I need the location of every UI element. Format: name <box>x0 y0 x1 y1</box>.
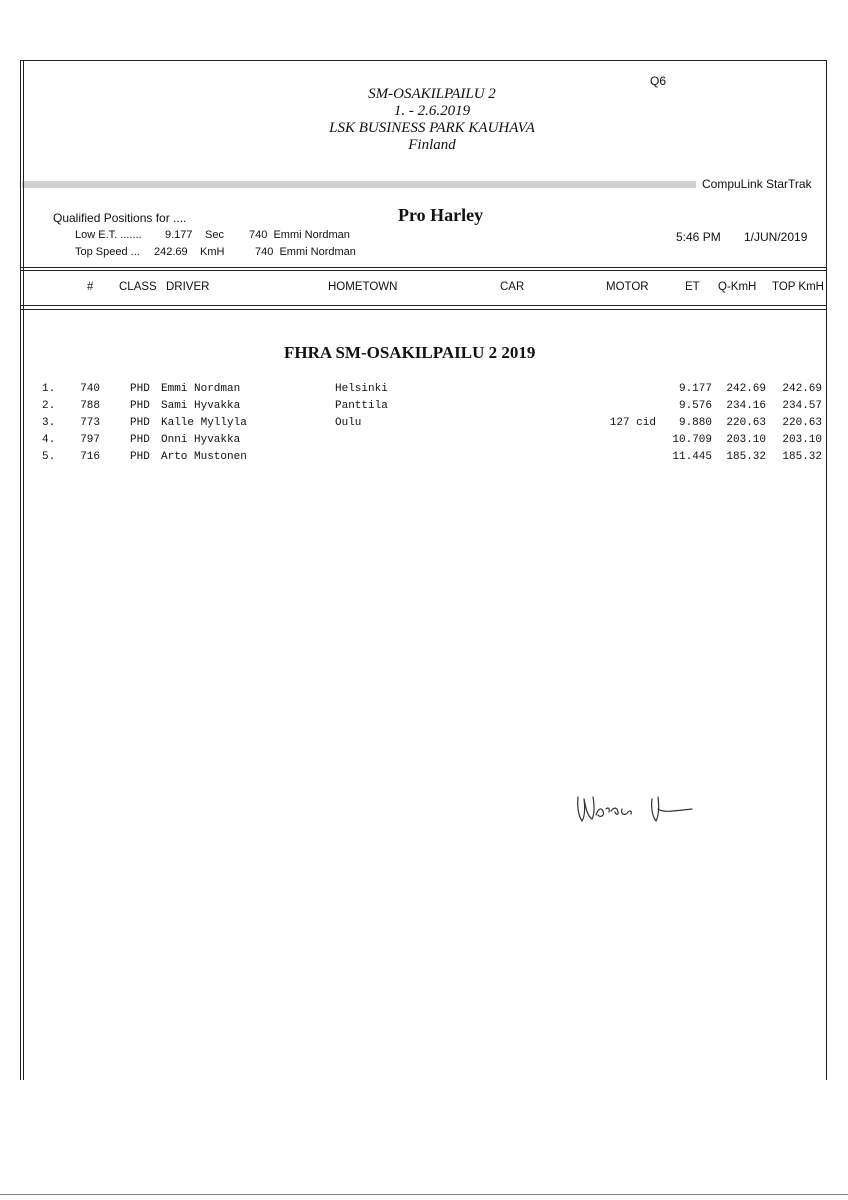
top-border <box>20 60 827 61</box>
row-driver: Emmi Nordman <box>161 383 241 395</box>
table-row <box>0 400 848 416</box>
col-topkmh: TOP KmH <box>772 281 824 293</box>
qualified-label: Qualified Positions for .... <box>53 211 187 225</box>
table-row <box>0 383 848 399</box>
col-qkmh: Q-KmH <box>718 281 757 293</box>
row-topkmh: 185.32 <box>782 451 822 463</box>
report-time: 5:46 PM <box>676 230 721 244</box>
event-dates: 1. - 2.6.2019 <box>393 103 471 119</box>
col-class: CLASS <box>119 281 157 293</box>
header-rule-bottom <box>20 305 827 306</box>
top-speed-unit: KmH <box>200 246 225 258</box>
report-date: 1/JUN/2019 <box>744 230 808 244</box>
row-position: 1. <box>42 383 56 395</box>
low-et-holder: 740 Emmi Nordman <box>249 229 350 241</box>
row-qkmh: 242.69 <box>726 383 766 395</box>
table-row <box>0 451 848 467</box>
row-topkmh: 203.10 <box>782 434 822 446</box>
system-label: CompuLink StarTrak <box>702 177 812 191</box>
report-code: Q6 <box>650 74 667 88</box>
row-car-number: 773 <box>80 417 100 429</box>
low-et-label: Low E.T. ....... <box>75 229 142 241</box>
row-class: PHD <box>130 417 150 429</box>
row-qkmh: 185.32 <box>726 451 766 463</box>
dotted-separator <box>22 181 696 188</box>
row-hometown: Oulu <box>335 417 362 429</box>
row-position: 5. <box>42 451 56 463</box>
row-car-number: 716 <box>80 451 100 463</box>
row-qkmh: 203.10 <box>726 434 766 446</box>
header-rule-top-2 <box>20 270 827 271</box>
event-venue: LSK BUSINESS PARK KAUHAVA <box>329 120 535 136</box>
table-row <box>0 434 848 450</box>
row-driver: Arto Mustonen <box>161 451 247 463</box>
bottom-edge-line <box>0 1194 848 1195</box>
signature <box>568 785 698 827</box>
row-et: 9.880 <box>678 417 712 429</box>
row-motor: 127 cid <box>609 417 656 429</box>
row-class: PHD <box>130 451 150 463</box>
row-hometown: Panttila <box>335 400 388 412</box>
col-et: ET <box>685 281 700 293</box>
row-qkmh: 234.16 <box>726 400 766 412</box>
header-rule-bottom-2 <box>20 309 827 310</box>
section-title: FHRA SM-OSAKILPAILU 2 2019 <box>284 343 536 362</box>
col-hometown: HOMETOWN <box>328 281 398 293</box>
left-border-outer <box>20 60 21 1080</box>
category-title: Pro Harley <box>398 205 484 225</box>
row-position: 2. <box>42 400 56 412</box>
event-header <box>222 86 642 154</box>
row-qkmh: 220.63 <box>726 417 766 429</box>
row-class: PHD <box>130 383 150 395</box>
table-row <box>0 417 848 433</box>
event-country: Finland <box>408 137 456 153</box>
row-car-number: 797 <box>80 434 100 446</box>
row-topkmh: 220.63 <box>782 417 822 429</box>
event-title: SM-OSAKILPAILU 2 <box>368 86 496 102</box>
header-rule-top <box>20 267 827 268</box>
left-border-inner <box>23 60 24 1080</box>
row-et: 9.177 <box>678 383 712 395</box>
top-speed-label: Top Speed ... <box>75 246 140 258</box>
row-car-number: 788 <box>80 400 100 412</box>
low-et-value: 9.177 <box>165 229 193 241</box>
col-motor: MOTOR <box>606 281 649 293</box>
top-speed-value: 242.69 <box>154 246 188 258</box>
row-class: PHD <box>130 434 150 446</box>
col-driver: DRIVER <box>166 281 210 293</box>
row-topkmh: 242.69 <box>782 383 822 395</box>
row-driver: Kalle Myllyla <box>161 417 247 429</box>
top-speed-holder: 740 Emmi Nordman <box>255 246 356 258</box>
row-position: 3. <box>42 417 56 429</box>
row-hometown: Helsinki <box>335 383 388 395</box>
row-et: 10.709 <box>672 434 712 446</box>
row-et: 9.576 <box>678 400 712 412</box>
row-topkmh: 234.57 <box>782 400 822 412</box>
row-car-number: 740 <box>80 383 100 395</box>
row-driver: Sami Hyvakka <box>161 400 241 412</box>
col-num: # <box>87 281 94 293</box>
low-et-unit: Sec <box>205 229 224 241</box>
col-car: CAR <box>500 281 525 293</box>
row-class: PHD <box>130 400 150 412</box>
row-position: 4. <box>42 434 56 446</box>
right-border <box>826 60 827 1080</box>
row-et: 11.445 <box>672 451 712 463</box>
row-driver: Onni Hyvakka <box>161 434 241 446</box>
